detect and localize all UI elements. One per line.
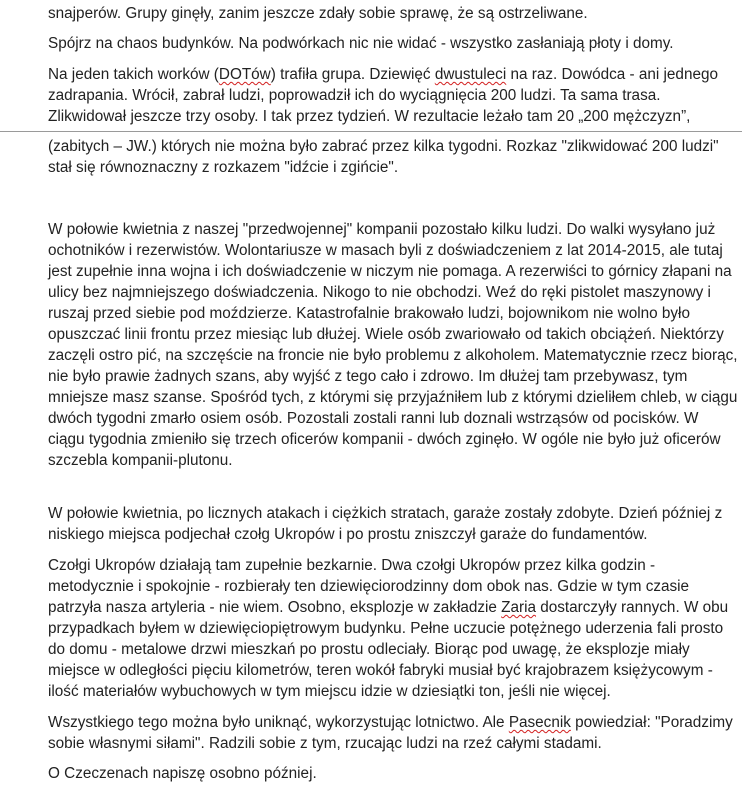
text-line: snajperów. Grupy ginęły, zanim jeszcze zdały sobie sprawę, że są ostrzeliwane. <box>48 5 588 22</box>
paragraph-mid-april-company <box>48 219 738 471</box>
text-line: niskiego miejsca podjechał czołg Ukropów i po prostu zniszczył garaże do fundamentów. <box>48 526 648 543</box>
text-line: ilość materiałów wybuchowych w tym miejscu idzie w dziesiątki ton, jeśli nie więcej. <box>48 683 611 700</box>
paragraph-building-chaos <box>48 33 708 54</box>
text-line: W połowie kwietnia, po licznych atakach i ciężkich stratach, garaże zostały zdobyte. Dzień później z <box>48 505 723 522</box>
text-line: mniejsze masz szanse. Spośród tych, z którymi się przyjaźniłem lub z którymi dzieliłem chleb, w ciągu <box>48 389 738 406</box>
text-run: Na jeden takich worków ( <box>48 66 219 83</box>
misspelled-word-dotow[interactable]: DOTów <box>218 66 271 83</box>
misspelled-word-pasecnik[interactable]: Pasecnik <box>508 714 571 731</box>
text-line: stał się równoznaczny z rozkazem "idźcie i zgińcie". <box>48 159 399 176</box>
paragraph-dot-group <box>48 64 718 127</box>
text-line: jest zupełnie inna wojna i ich doświadczenie w niczym nie pomaga. A rezerwiści to górnicy złapani na <box>48 263 732 280</box>
text-line: zadrapania. Wrócił, zabrał ludzi, poprowadził ich do wyciągnięcia 200 ludzi. Ta sama trasa. <box>48 87 661 104</box>
text-line: sobie własnymi siłami". Radzili sobie z tym, rzucając ludzi na rzeź całymi stadami. <box>48 735 602 752</box>
text-line: ulicy bez najmniejszego doświadczenia. Nikogo to nie obchodzi. Weź do ręki pistolet maszynowy i <box>48 284 711 301</box>
misspelled-word-dwustuleci[interactable]: dwustuleci <box>434 66 507 83</box>
text-run: patrzyła nasza artyleria - nie wiem. Osobno, eksplozje w zakładzie <box>48 599 502 616</box>
page-break-divider <box>0 131 742 132</box>
text-run: dostarczyły rannych. W obu <box>536 599 729 616</box>
paragraph-garages <box>48 503 723 545</box>
text-line <box>48 597 729 618</box>
paragraph-chechens <box>48 763 708 784</box>
text-line: O Czeczenach napiszę osobno później. <box>48 765 317 782</box>
text-line: przypadkach byłem w dziewięciopiętrowym budynku. Pełne uczucie potężnego uderzenia fali prosto <box>48 620 724 637</box>
paragraph-tanks <box>48 555 729 702</box>
paragraph-snipers <box>48 3 708 24</box>
text-line <box>48 64 718 85</box>
text-run: na raz. Dowódca - ani jednego <box>506 66 718 83</box>
text-line: ochotników i rezerwistów. Wolontariusze w masach byli z doświadczeniem z lat 2014-2015, ale tutaj <box>48 242 723 259</box>
paragraph-aviation <box>48 712 733 754</box>
text-line: opuszczać linii frontu przez miesiąc lub dłużej. Wiele osób zwariowało od takich obciążeń. Niektórzy <box>48 326 724 343</box>
text-line: ciągu tygodnia zmieniło się trzech oficerów kompanii - dwóch zginęło. W ogóle nie było już oficerów <box>48 431 721 448</box>
paragraph-order <box>48 136 719 178</box>
text-line: Zlikwidował jeszcze trzy osoby. I tak przez tydzień. W rezultacie leżało tam 20 „200 mężczyzn”, <box>48 108 691 125</box>
text-run: Wszystkiego tego można było uniknąć, wykorzystując lotnictwo. Ale <box>48 714 509 731</box>
text-line: Czołgi Ukropów działają tam zupełnie bezkarnie. Dwa czołgi Ukropów przez kilka godzin - <box>48 557 656 574</box>
text-run: powiedział: "Poradzimy <box>570 714 733 731</box>
misspelled-word-zaria[interactable]: Zaria <box>501 599 537 616</box>
text-line: zaczęli ostro pić, na szczęście na froncie nie było problemu z alkoholem. Matematycznie rzecz biorąc, <box>48 347 738 364</box>
text-line <box>48 712 733 733</box>
text-line: szczebla kompanii-plutonu. <box>48 452 233 469</box>
text-line: miejsce w odległości pięciu kilometrów, teren wokół fabryki musiał być krajobrazem księżycowym - <box>48 662 713 679</box>
text-line: dwóch tygodni zmarło osiem osób. Pozostali zostali ranni lub doznali wstrząsów od pocisków. W <box>48 410 699 427</box>
text-line: ruszaj przed siebie pod moździerze. Katastrofalnie brakowało ludzi, bojownikom nie wolno było <box>48 305 690 322</box>
text-run: ) trafiła grupa. Dziewięć <box>270 66 435 83</box>
text-line: do domu - metalowe drzwi mieszkań po prostu odleciały. Biorąc pod uwagę, że eksplozje miały <box>48 641 690 658</box>
text-line: W połowie kwietnia z naszej "przedwojennej" kompanii pozostało kilku ludzi. Do walki wysyłano już <box>48 221 716 238</box>
text-line: Spójrz na chaos budynków. Na podwórkach nic nie widać - wszystko zasłaniają płoty i domy. <box>48 35 674 52</box>
text-line: nie było prawie żadnych szans, aby wyjść z tego cało i zdrowo. Im dłużej tam przebywasz, tym <box>48 368 688 385</box>
text-line: metodycznie i spokojnie - rozbierały ten dziewięciorodzinny dom obok nas. Gdzie w tym czasie <box>48 578 690 595</box>
text-line: (zabitych – JW.) których nie można było zabrać przez kilka tygodni. Rozkaz "zlikwidować 200 ludzi" <box>48 138 719 155</box>
